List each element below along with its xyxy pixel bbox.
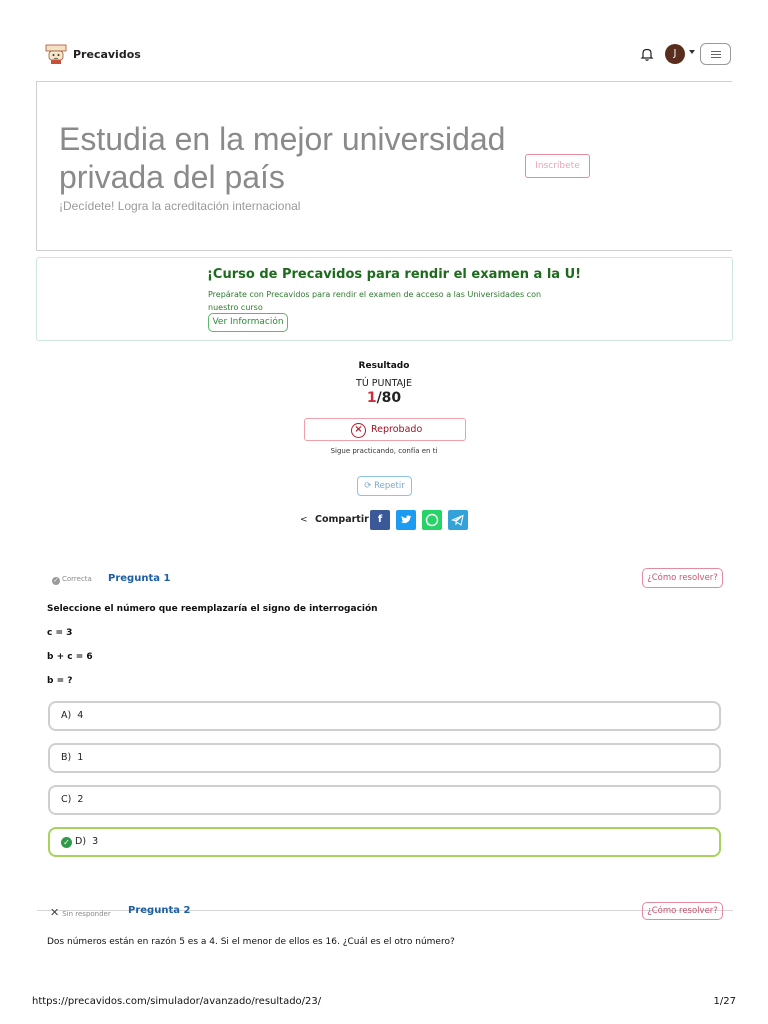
ad-cta-button[interactable]: Inscríbete xyxy=(525,154,590,178)
question-title[interactable]: Pregunta 2 xyxy=(128,905,191,916)
ad-subtext: ¡Decídete! Logra la acreditación internacional xyxy=(59,199,301,213)
telegram-share-button[interactable] xyxy=(448,510,468,530)
chevron-down-icon[interactable] xyxy=(689,50,695,54)
how-to-solve-button[interactable]: ¿Cómo resolver? xyxy=(642,568,723,588)
status-message: Sigue practicando, confía en ti xyxy=(330,447,438,455)
question-title[interactable]: Pregunta 1 xyxy=(108,573,171,584)
promo-title: ¡Curso de Precavidos para rendir el examen a la U! xyxy=(207,267,582,282)
twitter-share-button[interactable] xyxy=(396,510,416,530)
answer-option-b[interactable]: B) 1 xyxy=(48,743,721,773)
brand-name[interactable]: Precavidos xyxy=(73,48,141,61)
share-bar xyxy=(300,510,480,530)
whatsapp-icon xyxy=(422,510,442,530)
check-circle-icon: ✓ xyxy=(53,577,59,584)
twitter-icon xyxy=(396,510,416,530)
score xyxy=(0,390,768,406)
answer-option-c[interactable]: C) 2 xyxy=(48,785,721,815)
answer-option-a[interactable]: A) 4 xyxy=(48,701,721,731)
score-label: TÚ PUNTAJE xyxy=(356,378,412,389)
score-value: 1 xyxy=(366,390,377,406)
status-badge xyxy=(304,418,466,441)
whatsapp-share-button[interactable] xyxy=(422,510,442,530)
question-line: c = 3 xyxy=(47,628,73,638)
result-label: Resultado xyxy=(358,361,410,371)
logo-icon[interactable] xyxy=(45,43,67,65)
check-circle-icon: ✓ xyxy=(61,837,72,848)
repeat-button[interactable] xyxy=(357,476,412,496)
fail-icon: × xyxy=(351,423,366,438)
promo-card xyxy=(36,257,733,341)
ad-banner[interactable] xyxy=(36,81,732,251)
print-page-number: 1/27 xyxy=(713,996,736,1007)
promo-info-button[interactable]: Ver Información xyxy=(208,313,288,332)
bell-icon[interactable] xyxy=(639,46,655,62)
question-prompt: Dos números están en razón 5 es a 4. Si el menor de ellos es 16. ¿Cuál es el otro número? xyxy=(47,937,455,947)
question-line: b + c = 6 xyxy=(47,652,93,662)
repeat-label: Repetir xyxy=(374,481,405,491)
facebook-share-button[interactable]: f xyxy=(370,510,390,530)
question-state: ✕ Sin responder xyxy=(50,906,111,919)
promo-text: Prepárate con Precavidos para rendir el examen de acceso a las Universidades con nuestro curso xyxy=(208,290,542,312)
print-url: https://precavidos.com/simulador/avanzado/resultado/23/ xyxy=(32,996,322,1007)
ad-headline: Estudia en la mejor universidad privada del país xyxy=(59,121,506,195)
answer-option-d[interactable]: ✓ D) 3 xyxy=(48,827,721,857)
share-icon: < xyxy=(300,515,308,525)
how-to-solve-button[interactable]: ¿Cómo resolver? xyxy=(642,902,723,920)
question-1-header xyxy=(37,568,733,592)
navbar xyxy=(37,40,731,72)
question-2-header xyxy=(37,902,733,922)
avatar[interactable]: J xyxy=(665,44,685,64)
menu-icon xyxy=(711,51,721,52)
question-line: b = ? xyxy=(47,676,73,686)
score-total: /80 xyxy=(376,390,402,406)
menu-button[interactable] xyxy=(700,43,731,65)
share-label: Compartir xyxy=(315,514,369,525)
close-icon: ✕ xyxy=(50,906,60,919)
telegram-icon xyxy=(448,510,468,530)
question-prompt: Seleccione el número que reemplazaría el signo de interrogación xyxy=(47,604,378,614)
question-state: ✓ Correcta xyxy=(53,575,92,584)
repeat-icon: ⟳ xyxy=(364,481,375,491)
status-text: Reprobado xyxy=(371,424,423,435)
